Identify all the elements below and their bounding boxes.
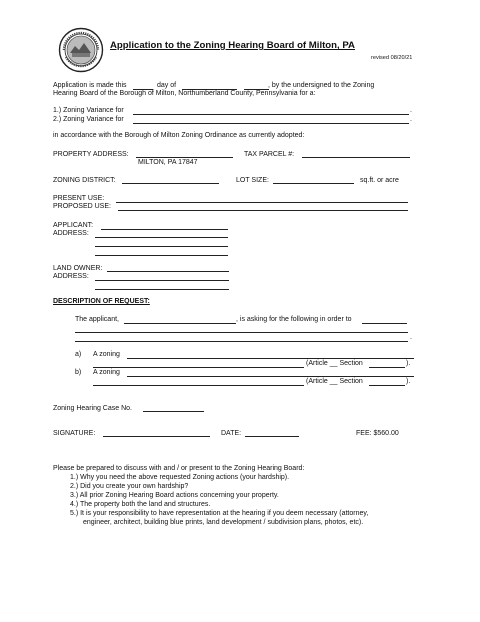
item-a-close: ).	[406, 360, 411, 367]
item-b-field-2[interactable]	[93, 385, 304, 386]
date-label: DATE:	[221, 430, 242, 437]
present-use-field[interactable]	[116, 202, 408, 203]
prepare-item-2: 2.) Did you create your own hardship?	[70, 483, 189, 490]
present-use-label: PRESENT USE:	[53, 195, 105, 202]
request-line-1[interactable]	[75, 332, 408, 333]
land-owner-address-label: ADDRESS:	[53, 273, 89, 280]
land-owner-address-line-1[interactable]	[95, 280, 229, 281]
item-b-label: b)	[75, 369, 82, 376]
prepare-item-5-cont: engineer, architect, building blue prints, land development / subdivision plans, photos, etc).	[83, 519, 364, 526]
revision-date: revised 08/20/21	[371, 55, 413, 61]
borough-seal-logo	[58, 27, 104, 73]
item-b-field[interactable]	[127, 376, 414, 377]
intro-text-b: day of	[157, 82, 177, 89]
land-owner-label: LAND OWNER:	[53, 265, 103, 272]
applicant-address-line-1[interactable]	[95, 237, 228, 238]
ordinance-text: in accordance with the Borough of Milton Zoning Ordinance as currently adopted:	[53, 132, 305, 139]
applicant-request-text-a: The applicant,	[75, 316, 119, 323]
variance-1-field[interactable]	[133, 114, 409, 115]
description-heading: DESCRIPTION OF REQUEST:	[53, 298, 150, 305]
item-a-label: a)	[75, 351, 82, 358]
intro-text-c: , by the undersigned to the Zoning	[268, 82, 375, 89]
applicant-label: APPLICANT:	[53, 222, 94, 229]
variance-2-field[interactable]	[133, 123, 409, 124]
applicant-address-line-3[interactable]	[95, 255, 228, 256]
request-applicant-field[interactable]	[124, 323, 236, 324]
lot-size-label: LOT SIZE:	[236, 177, 269, 184]
item-b-section-field[interactable]	[369, 385, 405, 386]
applicant-address-line-2[interactable]	[95, 246, 228, 247]
property-address-label: PROPERTY ADDRESS:	[53, 151, 129, 158]
request-purpose-field[interactable]	[362, 323, 407, 324]
request-line-2[interactable]	[75, 341, 408, 342]
prepare-item-3: 3.) All prior Zoning Hearing Board actions concerning your property.	[70, 492, 279, 499]
intro-text-line2: Hearing Board of the Borough of Milton, Northumberland County, Pennsylvania for a:	[53, 90, 316, 97]
proposed-use-label: PROPOSED USE:	[53, 203, 111, 210]
item-a-article: (Article __ Section	[306, 360, 363, 367]
signature-label: SIGNATURE:	[53, 430, 96, 437]
case-no-field[interactable]	[143, 411, 204, 412]
land-owner-address-line-2[interactable]	[95, 289, 229, 290]
date-field[interactable]	[245, 436, 299, 437]
tax-parcel-label: TAX PARCEL #:	[244, 151, 295, 158]
item-a-field-2[interactable]	[93, 367, 304, 368]
lot-size-unit: sq.ft. or acre	[360, 177, 399, 184]
item-a-text: A zoning	[93, 351, 120, 358]
form-title: Application to the Zoning Hearing Board of Milton, PA	[110, 40, 355, 51]
intro-text-a: Application is made this	[53, 82, 127, 89]
applicant-address-label: ADDRESS:	[53, 230, 89, 237]
item-b-article: (Article __ Section	[306, 378, 363, 385]
land-owner-name-field[interactable]	[107, 271, 229, 272]
prepare-item-1: 1.) Why you need the above requested Zoning actions (your hardship).	[70, 474, 290, 481]
variance-1-label: 1.) Zoning Variance for	[53, 107, 124, 114]
case-no-label: Zoning Hearing Case No.	[53, 405, 132, 412]
zoning-district-label: ZONING DISTRICT:	[53, 177, 116, 184]
applicant-name-field[interactable]	[101, 229, 228, 230]
applicant-request-text-b: , is asking for the following in order to	[236, 316, 352, 323]
item-b-text: A zoning	[93, 369, 120, 376]
lot-size-field[interactable]	[273, 183, 354, 184]
tax-parcel-field[interactable]	[302, 157, 410, 158]
variance-2-label: 2.) Zoning Variance for	[53, 116, 124, 123]
property-address-city: MILTON, PA 17847	[138, 159, 198, 166]
prepare-item-4: 4.) The property both the land and structures.	[70, 501, 211, 508]
item-b-close: ).	[406, 378, 411, 385]
zoning-district-field[interactable]	[122, 183, 219, 184]
property-address-field[interactable]	[136, 157, 233, 158]
item-a-field[interactable]	[127, 358, 414, 359]
fee-text: FEE: $560.00	[356, 430, 399, 437]
signature-field[interactable]	[103, 436, 210, 437]
item-a-section-field[interactable]	[369, 367, 405, 368]
prepare-item-5: 5.) It is your responsibility to have representation at the hearing if you deem necessary (attorney,	[70, 510, 369, 517]
prepare-intro: Please be prepared to discuss with and / or present to the Zoning Hearing Board:	[53, 465, 305, 472]
proposed-use-field[interactable]	[118, 210, 408, 211]
